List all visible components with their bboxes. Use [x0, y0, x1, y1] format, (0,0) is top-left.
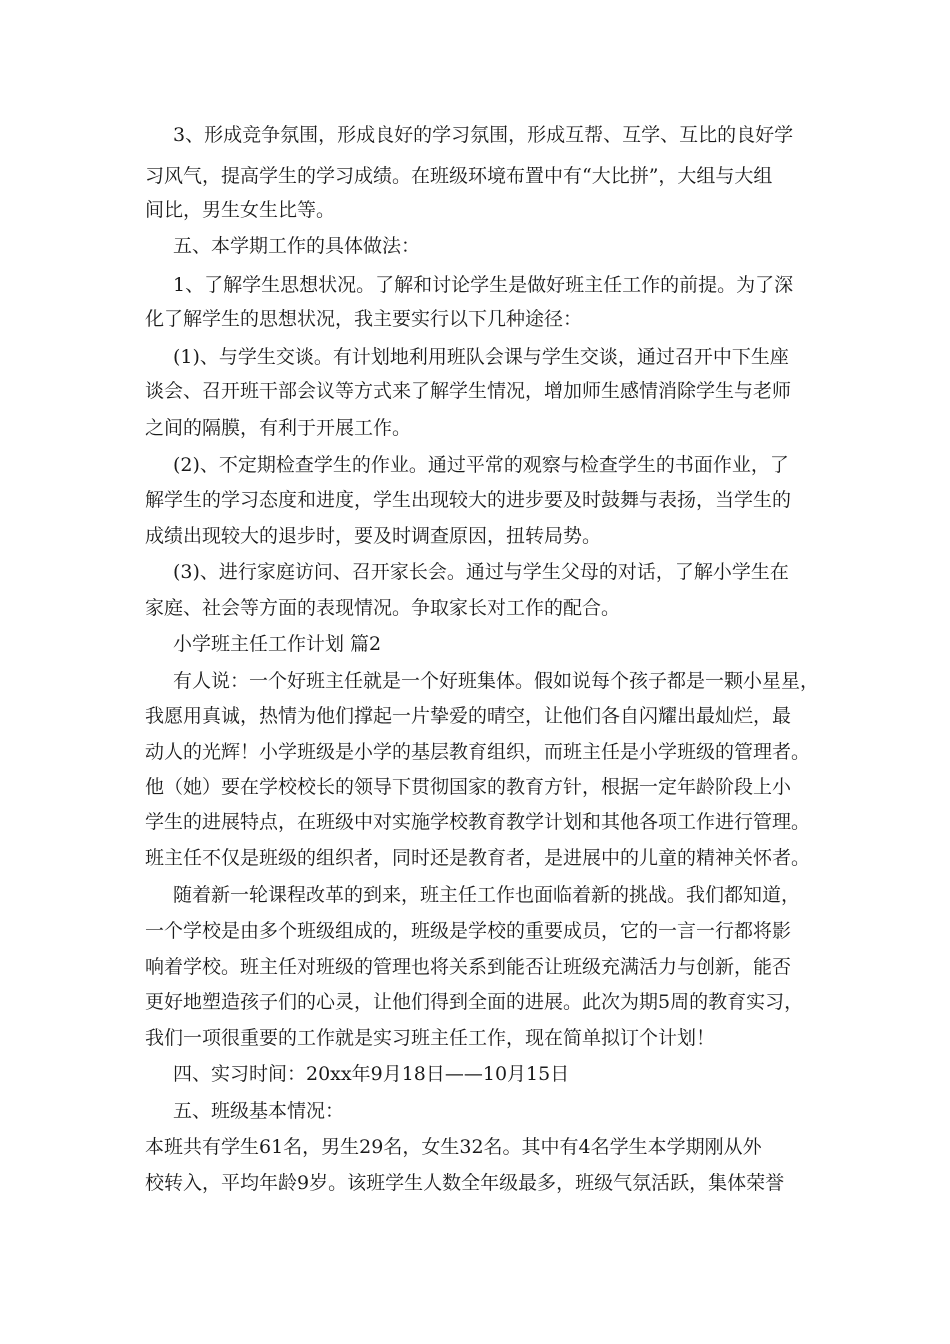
- text-line: 班主任不仅是班级的组织者，同时还是教育者，是进展中的儿童的精神关怀者。: [145, 847, 811, 869]
- text-line: 习风气，提高学生的学习成绩。在班级环境布置中有“大比拼”，大组与大组: [145, 165, 773, 187]
- text-line: 校转入，平均年龄9岁。该班学生人数全年级最多，班级气氛活跃，集体荣誉: [145, 1172, 785, 1194]
- text-line: 动人的光辉！小学班级是小学的基层教育组织，而班主任是小学班级的管理者。: [145, 741, 811, 763]
- section-heading: 五、班级基本情况：: [173, 1100, 345, 1122]
- text-line: (2)、不定期检查学生的作业。通过平常的观察与检查学生的书面作业，了: [173, 454, 789, 476]
- text-line: 成绩出现较大的退步时，要及时调查原因，扭转局势。: [145, 525, 602, 547]
- text-line: 随着新一轮课程改革的到来，班主任工作也面临着新的挑战。我们都知道，: [173, 884, 801, 906]
- text-line: 谈会、召开班干部会议等方式来了解学生情况，增加师生感情消除学生与老师: [145, 380, 792, 402]
- text-line: 我愿用真诚，热情为他们撑起一片挚爱的晴空，让他们各自闪耀出最灿烂，最: [145, 705, 792, 727]
- text-line: 有人说：一个好班主任就是一个好班集体。假如说每个孩子都是一颗小星星，: [173, 670, 820, 692]
- text-line: 间比，男生女生比等。: [145, 199, 336, 221]
- text-line: 他（她）要在学校校长的领导下贯彻国家的教育方针，根据一定年龄阶段上小: [145, 776, 792, 798]
- text-line: 本班共有学生61名，男生29名，女生32名。其中有4名学生本学期刚从外: [145, 1136, 762, 1158]
- text-line: 3、形成竞争氛围，形成良好的学习氛围，形成互帮、互学、互比的良好学: [173, 124, 794, 146]
- text-line: (1)、与学生交谈。有计划地利用班队会课与学生交谈，通过召开中下生座: [173, 346, 789, 368]
- text-line: 化了解学生的思想状况，我主要实行以下几种途径：: [145, 308, 583, 330]
- text-line: 更好地塑造孩子们的心灵，让他们得到全面的进展。此次为期5周的教育实习，: [145, 991, 804, 1013]
- article-title: 小学班主任工作计划 篇2: [173, 633, 382, 655]
- text-line: (3)、进行家庭访问、召开家长会。通过与学生父母的对话，了解小学生在: [173, 561, 789, 583]
- text-line: 家庭、社会等方面的表现情况。争取家长对工作的配合。: [145, 597, 621, 619]
- text-line: 我们一项很重要的工作就是实习班主任工作，现在简单拟订个计划！: [145, 1027, 716, 1049]
- text-line: 之间的隔膜，有利于开展工作。: [145, 417, 412, 439]
- text-line: 学生的进展特点，在班级中对实施学校教育教学计划和其他各项工作进行管理。: [145, 811, 811, 833]
- text-line: 1、了解学生思想状况。了解和讨论学生是做好班主任工作的前提。为了深: [173, 274, 794, 296]
- section-heading: 五、本学期工作的具体做法：: [173, 235, 421, 257]
- section-heading: 四、实习时间：20xx年9月18日——10月15日: [173, 1063, 570, 1085]
- text-line: 一个学校是由多个班级组成的，班级是学校的重要成员，它的一言一行都将影: [145, 920, 792, 942]
- text-line: 解学生的学习态度和进度，学生出现较大的进步要及时鼓舞与表扬，当学生的: [145, 489, 792, 511]
- text-line: 响着学校。班主任对班级的管理也将关系到能否让班级充满活力与创新，能否: [145, 956, 792, 978]
